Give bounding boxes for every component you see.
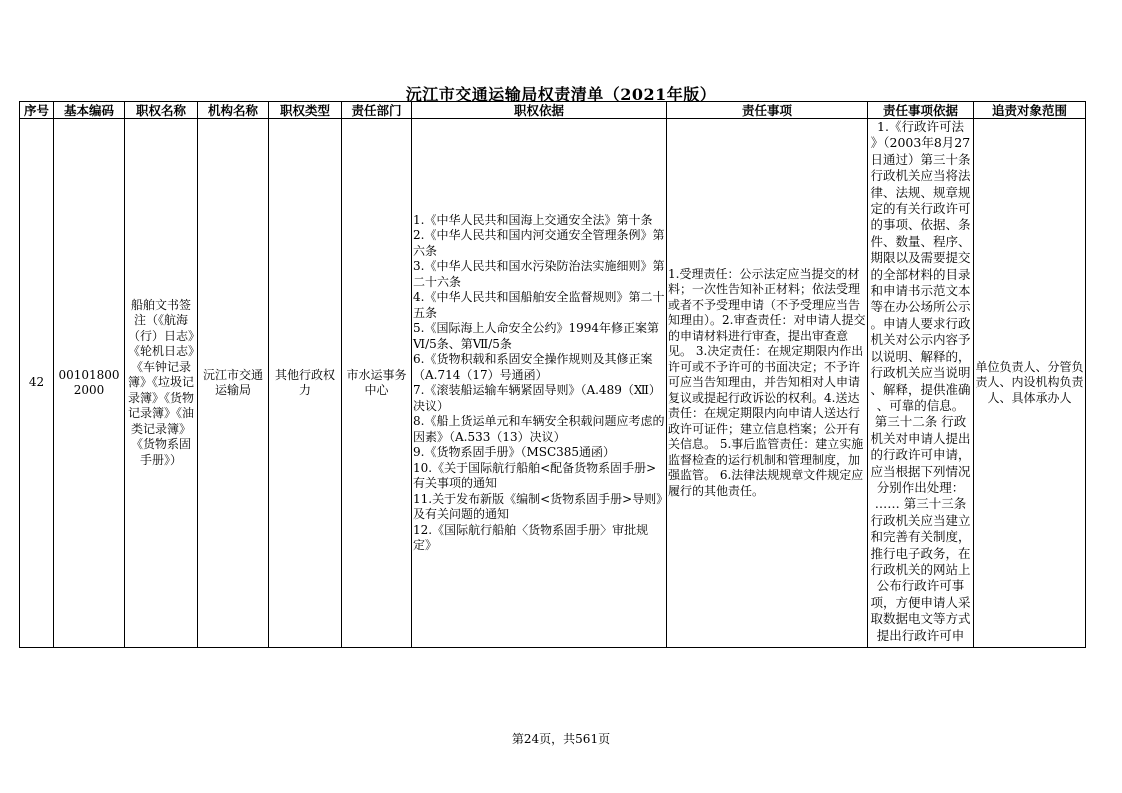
duty-basis-line: 行政机关应当将法 xyxy=(870,168,971,184)
basis-item: 3.《中华人民共和国水污染防治法实施细则》第二十六条 xyxy=(413,259,665,289)
basis-item: 12.《国际航行船舶〈货物系固手册〉审批规定》 xyxy=(413,522,649,552)
duty-basis-line: 期限以及需要提交 xyxy=(870,250,971,266)
header-cell: 责任事项依据 xyxy=(868,102,974,119)
table-row xyxy=(20,119,1086,648)
duty-basis-line: 》（2003年8月27 xyxy=(870,135,971,151)
duty-basis-line: 日通过）第三十条 xyxy=(870,151,971,167)
duty-basis-line: 机关对申请人提出 xyxy=(870,430,971,446)
duty-basis-line: 行政机关应当建立 xyxy=(870,512,971,528)
basic-code: 001018002000 xyxy=(54,119,125,648)
duty-basis-line: 项，方便申请人采 xyxy=(870,594,971,610)
duty-basis-line: …… 第三十三条 xyxy=(874,496,967,512)
duty-basis-line: 和完善有关制度， xyxy=(870,529,971,545)
basis-item: 9.《货物系固手册》（MSC385通函） xyxy=(413,445,616,459)
duty-basis-line: 推行电子政务，在 xyxy=(870,545,971,561)
responsibility-table xyxy=(19,101,1086,648)
duty-basis-line: 等在办公场所公示 xyxy=(870,299,971,315)
duty-basis-line: 第三十二条 行政 xyxy=(874,414,967,430)
basis-item: 6.《货物积载和系固安全操作规则及其修正案（A.714（17）号通函） xyxy=(413,352,653,382)
header-cell: 职权类型 xyxy=(269,102,342,119)
row-number: 42 xyxy=(20,119,54,648)
duty-basis-line: 的全部材料的目录 xyxy=(870,266,971,282)
duty-basis-line: 件、数量、程序、 xyxy=(870,233,971,249)
duty-basis-line: 的行政许可申请， xyxy=(870,447,971,463)
power-name: 船舶文书签注（《航海（行）日志》《轮机日志》《车钟记录簿》《垃圾记录簿》《货物记录簿》《油类记录簿》《货物系固手册》） xyxy=(125,119,198,648)
duty-basis-line: 应当根据下列情况 xyxy=(870,463,971,479)
basis-item: 11.关于发布新版《编制<货物系固手册>导则》及有关问题的通知 xyxy=(413,491,663,521)
header-cell: 机构名称 xyxy=(198,102,269,119)
duty-basis-line: 分别作出处理： xyxy=(876,479,965,495)
header-row xyxy=(20,102,1086,119)
duty-basis-line: 。申请人要求行政 xyxy=(870,315,971,331)
duty-basis-line: 律、法规、规章规 xyxy=(870,184,971,200)
duty-basis-line: 以说明、解释的， xyxy=(870,348,971,364)
duty-basis-line: 行政机关的网站上 xyxy=(870,561,971,577)
header-cell: 职权名称 xyxy=(125,102,198,119)
basis-item: 8.《船上货运单元和车辆安全积载问题应考虑的因素》（A.533（13）决议） xyxy=(413,414,665,444)
agency-name: 沅江市交通运输局 xyxy=(198,119,269,648)
header-cell: 职权依据 xyxy=(412,102,667,119)
duty-basis-line: 行政机关应当说明 xyxy=(870,365,971,381)
header-cell: 序号 xyxy=(20,102,54,119)
basis-item: 2.《中华人民共和国内河交通安全管理条例》第六条 xyxy=(413,228,665,258)
duty-basis-line: 1.《行政许可法 xyxy=(877,119,964,134)
basis-item: 7.《滚装船运输车辆紧固导则》（A.489（Ⅻ）决议） xyxy=(413,383,661,413)
duty-basis-line: 、可靠的信息。 xyxy=(876,397,965,413)
basis-item: 1.《中华人民共和国海上交通安全法》第十条 xyxy=(413,212,653,227)
header-cell: 追责对象范围 xyxy=(974,102,1086,119)
basis-item: 10.《关于国际航行船舶<配备货物系固手册>有关事项的通知 xyxy=(413,460,657,490)
header-cell: 基本编码 xyxy=(54,102,125,119)
responsible-department: 市水运事务中心 xyxy=(342,119,412,648)
duty-basis-line: 和申请书示范文本 xyxy=(870,283,971,299)
duty-basis-line: 、解释，提供准确 xyxy=(870,381,971,397)
document-title: 沅江市交通运输局权责清单（2021年版） xyxy=(405,85,717,104)
duty-basis-line: 提出行政许可申 xyxy=(876,627,965,643)
basis-item: 4.《中华人民共和国船舶安全监督规则》第二十五条 xyxy=(413,290,665,320)
responsibility-items: 1.受理责任：公示法定应当提交的材料；一次性告知补正材料；依法受理或者不予受理申请（不予受理应当告知理由）。2.审查责任：对申请人提交的申请材料进行审查，提出审查意见。 3.决定责任：在规定期限内作出许可或不予许可的书面决定；不予许可应当告知理由，并告知相对人申请复议或提起行政诉讼的权利。4.送达责任：在规定期限内向申请人送达行政许可证件；建立信息档案；公开有关信息。 5.事后监管责任：建立实施监督检查的运行机制和管理制度，加强监管。 6.法律法规规章文件规定应履行的其他责任。 xyxy=(667,119,868,648)
power-type: 其他行政权力 xyxy=(269,119,342,648)
duty-basis-line: 取数据电文等方式 xyxy=(870,611,971,627)
header-cell: 责任事项 xyxy=(667,102,868,119)
duty-basis-line: 的事项、依据、条 xyxy=(870,217,971,233)
header-cell: 责任部门 xyxy=(342,102,412,119)
duty-basis-line: 公布行政许可事 xyxy=(876,578,965,594)
basis-item: 5.《国际海上人命安全公约》1994年修正案第Ⅵ/5条、第Ⅶ/5条 xyxy=(413,321,659,351)
legal-basis xyxy=(412,119,667,648)
page-number: 第24页，共561页 xyxy=(511,732,611,746)
accountability-scope: 单位负责人、分管负责人、内设机构负责人、具体承办人 xyxy=(974,119,1086,648)
responsibility-basis xyxy=(868,119,974,648)
duty-basis-line: 机关对公示内容予 xyxy=(870,332,971,348)
duty-basis-line: 定的有关行政许可 xyxy=(870,201,971,217)
